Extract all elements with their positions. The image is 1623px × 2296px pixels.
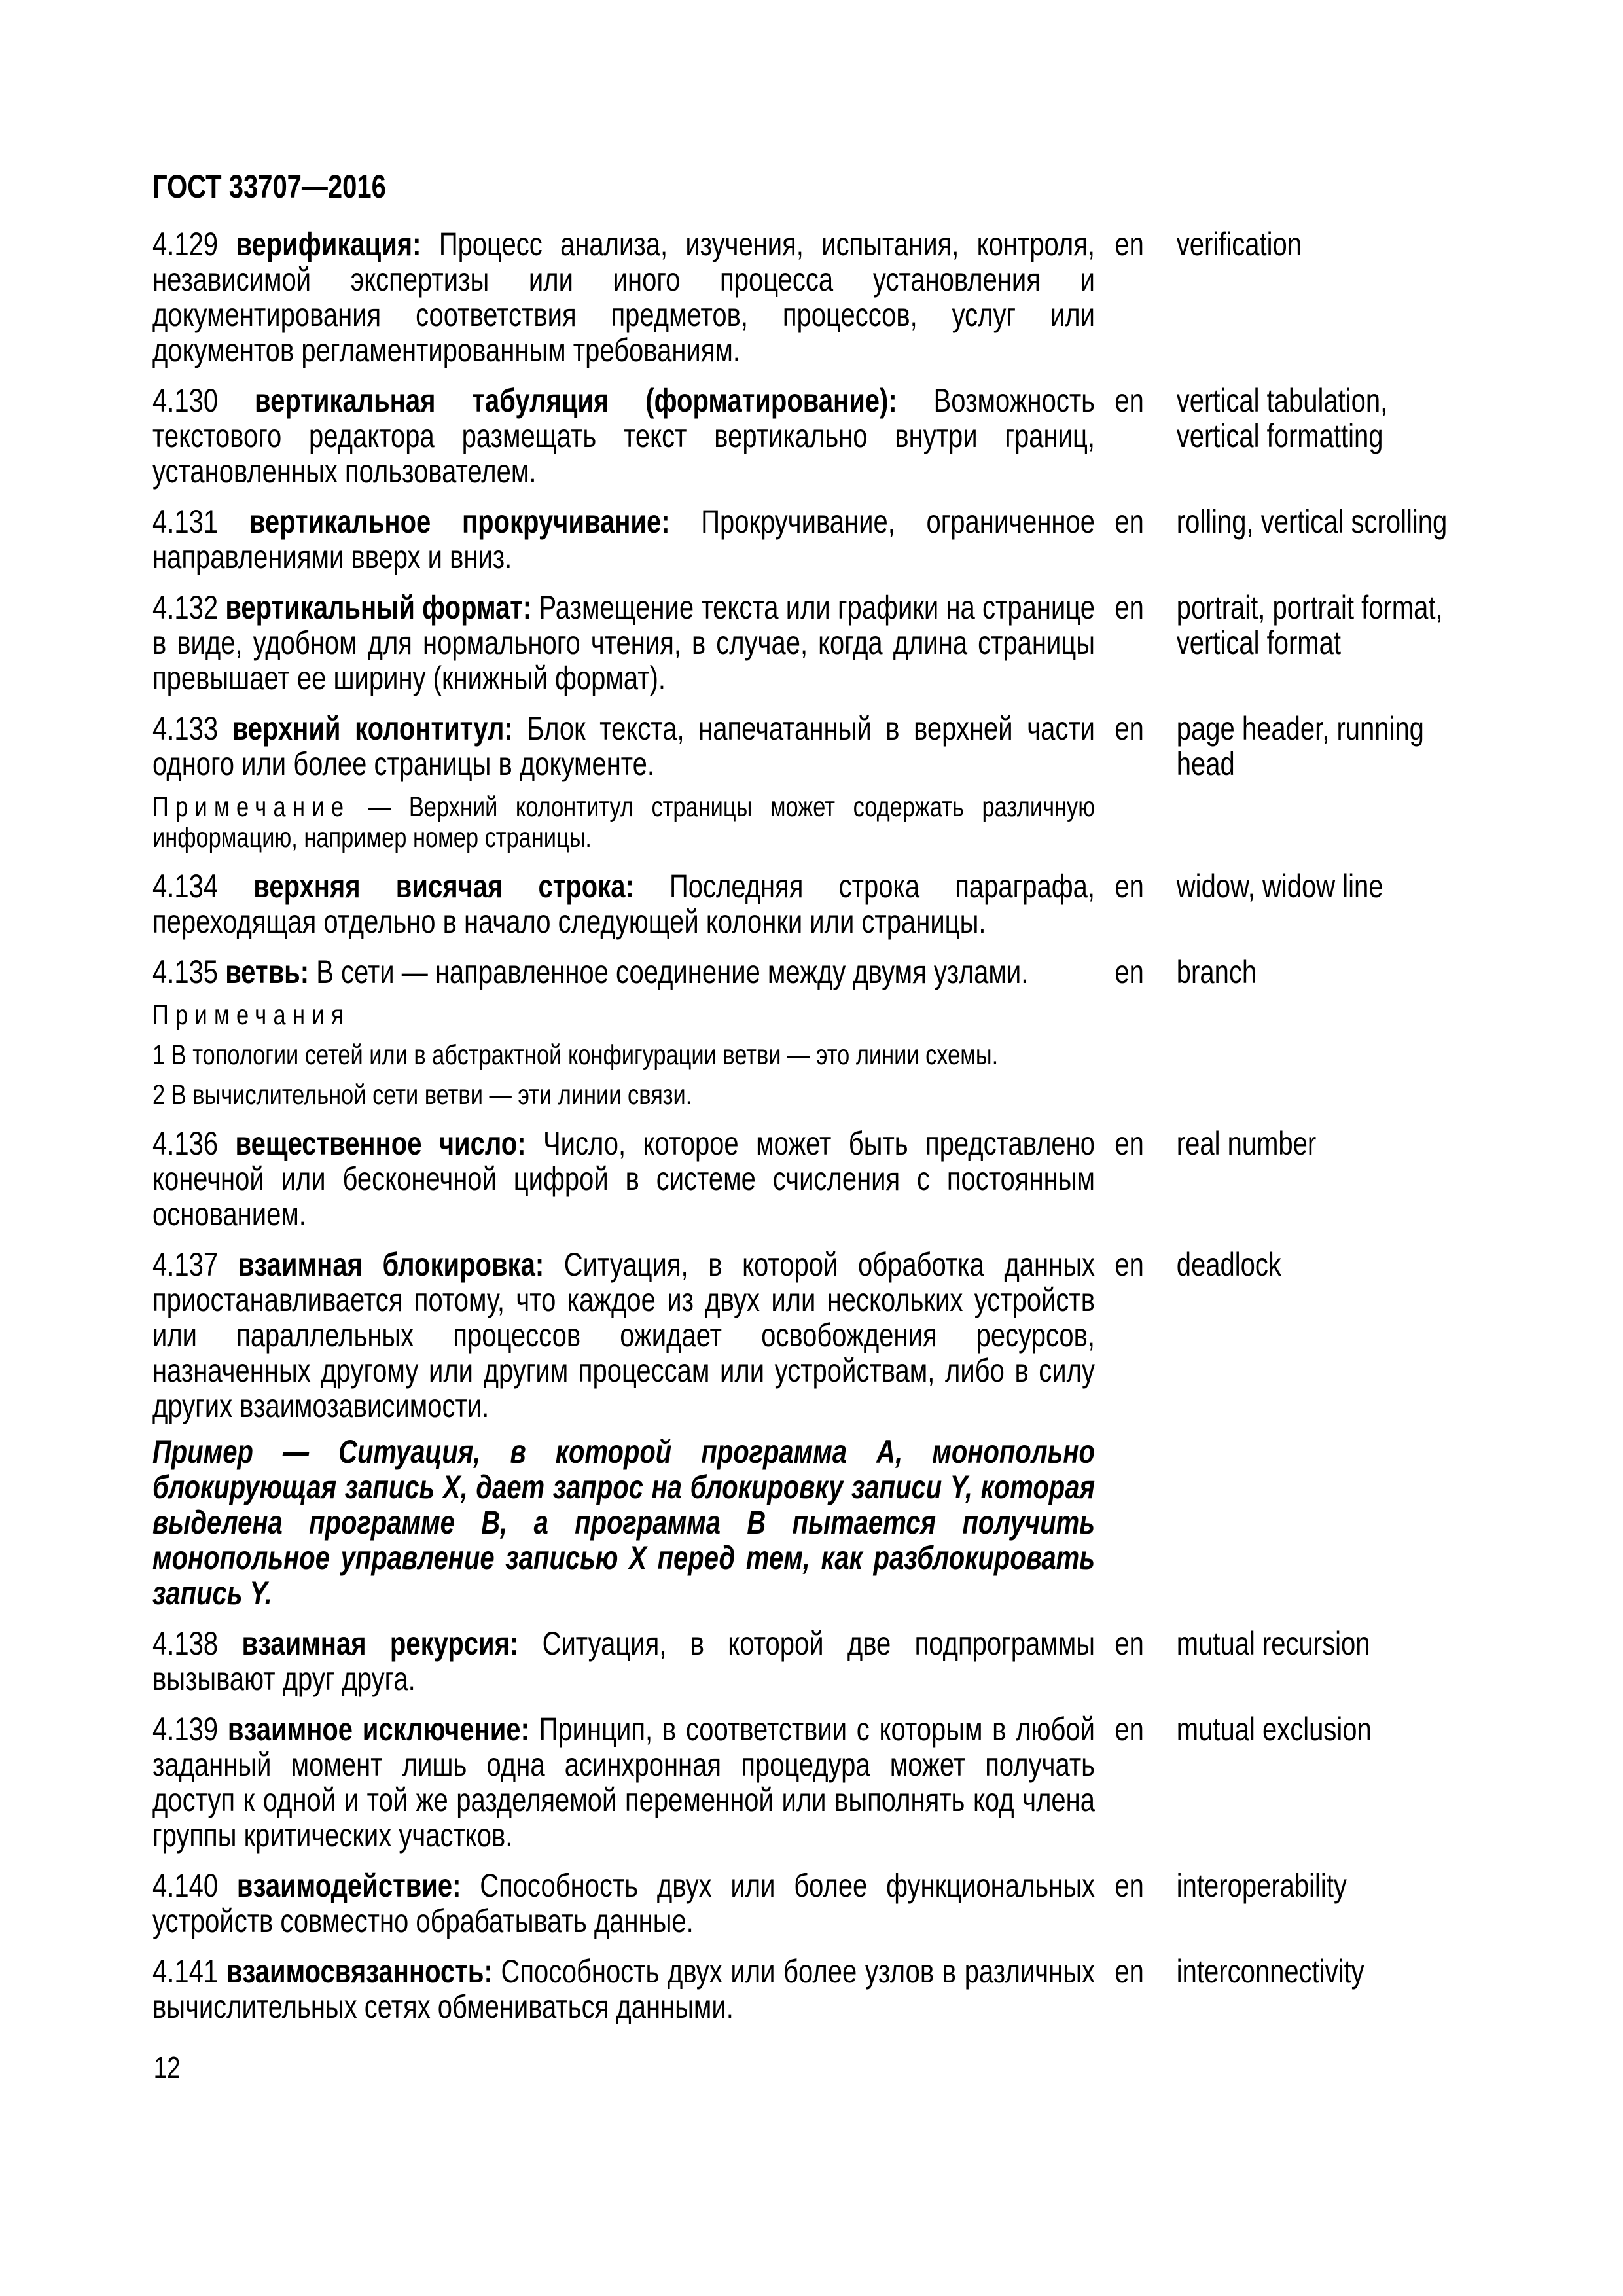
english-term: branch [1176,954,1257,990]
terms-list [152,226,1482,2039]
term-name: вертикальный формат: [225,589,532,626]
term-number: 4.138 [152,1625,219,1662]
definition-text: Ситуация, в которой две подпрограммы вызывают друг друга. [152,1625,1095,1697]
term-number: 4.130 [152,382,219,419]
note [152,792,1095,853]
term-name: вертикальное прокручивание: [249,503,670,540]
term-number: 4.132 [152,589,219,626]
lang-label: en [1115,710,1144,747]
english-term: interoperability [1176,1867,1347,1904]
term-number: 4.133 [152,710,219,747]
lang-label: en [1115,226,1144,262]
term-definition [152,1712,1095,1853]
example-text: Пример — Ситуация, в которой программа А, монопольно блокирующая запись X, дает запрос на блокировку записи Y, которая выделена программе В, а программа В пытается получить монопольное управление записью X перед тем, как разблокировать запись Y. [152,1433,1095,1611]
term-name: взаимосвязанность: [226,1953,493,1990]
term-number: 4.141 [152,1953,219,1990]
term-definition [152,383,1095,489]
note-item: 1 В топологии сетей или в абстрактной конфигурации ветви — это линии схемы. [152,1039,999,1071]
definition-text: Принцип, в соответствии с которым в любой заданный момент лишь одна асинхронная процедура может получать доступ к одной и той же разделяемой переменной или выполнять код члена группы критических участков. [152,1711,1095,1854]
definition-text: В сети — направленное соединение между двумя узлами. [316,954,1029,990]
english-term: interconnectivity [1176,1953,1364,1990]
definition-text: Размещение текста или графики на странице в виде, удобном для нормального чтения, в случае, когда длина страницы превышает ее ширину (книжный формат). [152,589,1095,696]
term-definition [152,1626,1095,1696]
lang-label: en [1115,1953,1144,1990]
note-label: Примечание [152,791,351,823]
lang-label: en [1115,1711,1144,1748]
lang-label: en [1115,382,1144,419]
entry-4-130 [152,383,1482,489]
note-item: 2 В вычислительной сети ветви — эти линии связи. [152,1079,692,1111]
entry-4-132 [152,590,1482,696]
term-name: взаимная рекурсия: [241,1625,519,1662]
english-term: mutual recursion [1176,1625,1370,1662]
term-name: взаимодействие: [236,1867,461,1904]
entry-4-136 [152,1126,1482,1232]
term-name: взаимное исключение: [227,1711,529,1748]
entry-4-139 [152,1712,1482,1853]
term-definition [152,711,1095,853]
lang-label: en [1115,954,1144,990]
entry-4-134 [152,869,1482,939]
term-number: 4.135 [152,954,219,990]
definition-text: Блок текста, напечатанный в верхней части одного или более страницы в документе. [152,710,1095,782]
term-number: 4.140 [152,1867,219,1904]
term-number: 4.134 [152,868,219,905]
definition-text: Ситуация, в которой обработка данных приостанавливается потому, что каждое из двух или нескольких устройств или параллельных процессов ожидает освобождения ресурсов, назначенных другому или другим процессам или устройствам, либо в силу других взаимозависимости. [152,1246,1095,1424]
definition-text: Число, которое может быть представлено конечной или бесконечной цифрой в системе счисления с постоянным основанием. [152,1125,1095,1232]
term-number: 4.129 [152,226,219,262]
term-definition [152,869,1095,939]
term-number: 4.131 [152,503,219,540]
term-definition [152,1954,1095,2024]
page-body [152,0,1514,2296]
lang-label: en [1115,1867,1144,1904]
term-definition [152,590,1095,696]
english-term: mutual exclusion [1176,1711,1372,1748]
page-number: 12 [153,2051,181,2085]
term-name: верхний колонтитул: [232,710,513,747]
term-number: 4.137 [152,1246,219,1283]
entry-4-131 [152,504,1482,575]
english-term: deadlock [1176,1246,1281,1283]
english-term: vertical tabulation, vertical formatting [1176,382,1388,454]
entry-4-138 [152,1626,1482,1696]
lang-label: en [1115,1625,1144,1662]
term-name: ветвь: [225,954,310,990]
lang-label: en [1115,868,1144,905]
term-number: 4.136 [152,1125,219,1162]
term-definition [152,1868,1095,1939]
term-name: взаимная блокировка: [238,1246,544,1283]
entry-4-141 [152,1954,1482,2024]
term-name: верификация: [236,226,421,262]
term-definition [152,954,1095,1111]
lang-label: en [1115,1125,1144,1162]
entry-4-133 [152,711,1482,853]
entry-4-129 [152,226,1482,368]
term-definition [152,1247,1095,1611]
english-term: verification [1176,226,1302,262]
definition-text: Способность двух или более функциональных устройств совместно обрабатывать данные. [152,1867,1095,1939]
definition-text: Процесс анализа, изучения, испытания, контроля, независимой экспертизы или иного процесса установления и документирования соответствия предметов, процессов, услуг или документов регламентированным требованиям. [152,226,1095,368]
entry-4-137 [152,1247,1482,1611]
term-definition [152,226,1095,368]
lang-label: en [1115,1246,1144,1283]
entry-4-135 [152,954,1482,1111]
english-term: rolling, vertical scrolling [1176,503,1448,540]
english-term: real number [1176,1125,1317,1162]
term-number: 4.139 [152,1711,219,1748]
entry-4-140 [152,1868,1482,1939]
definition-text: Возможность текстового редактора размещать текст вертикально внутри границ, установленных пользователем. [152,382,1095,490]
term-name: верхняя висячая строка: [253,868,634,905]
notes-label: Примечания [152,999,350,1031]
definition-text: Прокручивание, ограниченное направлениями вверх и вниз. [152,503,1095,575]
lang-label: en [1115,503,1144,540]
notes [152,1000,1095,1111]
note-text: — Верхний колонтитул страницы может содержать различную информацию, например номер страницы. [152,791,1096,853]
term-name: вертикальная табуляция (форматирование): [255,382,897,419]
english-term: portrait, portrait format, vertical format [1176,589,1443,661]
notes-label-line [152,1000,1095,1031]
term-name: вещественное число: [235,1125,526,1162]
definition-text: Последняя строка параграфа, переходящая отдельно в начало следующей колонки или страницы. [152,868,1095,940]
english-term: widow, widow line [1176,868,1383,905]
lang-label: en [1115,589,1144,626]
running-title: ГОСТ 33707—2016 [152,168,386,205]
definition-text: Способность двух или более узлов в различных вычислительных сетях обмениваться данными. [152,1953,1095,2025]
term-definition [152,504,1095,575]
term-definition [152,1126,1095,1232]
english-term: page header, running head [1176,710,1424,782]
